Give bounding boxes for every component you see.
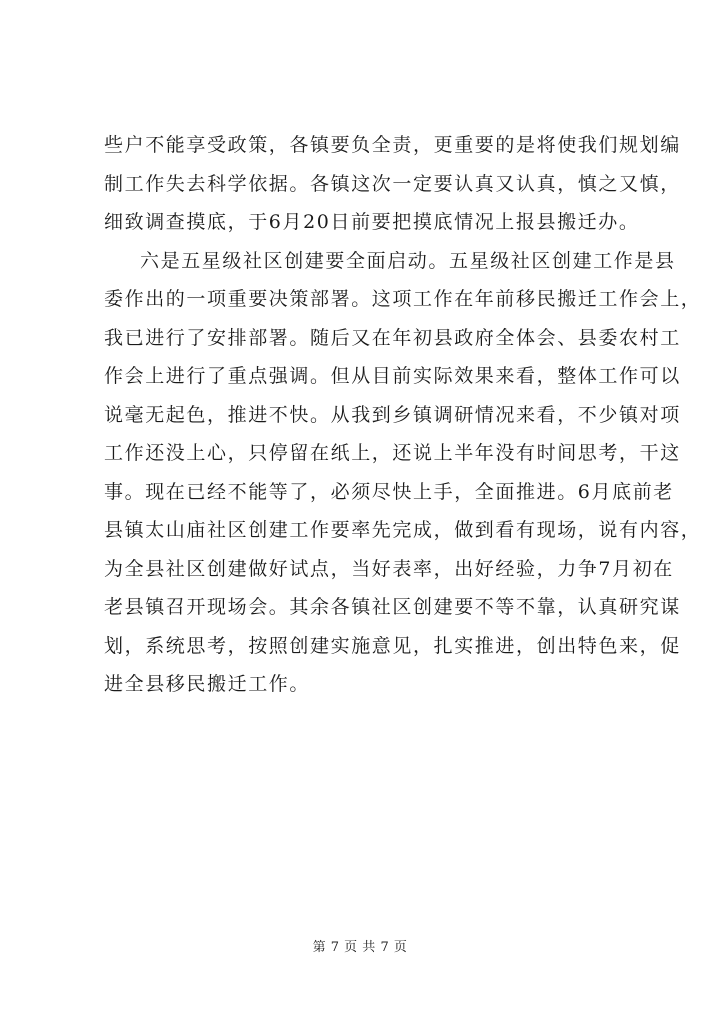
text-line: 委作出的一项重要决策部署。这项工作在年前移民搬迁工作会上， bbox=[104, 288, 702, 310]
paragraph-1 bbox=[104, 126, 681, 242]
text-line: 说毫无起色，推进不快。从我到乡镇调研情况来看，不少镇对项 bbox=[104, 403, 681, 426]
text-line: 些户不能享受政策，各镇要负全责，更重要的是将使我们规划编 bbox=[104, 134, 681, 156]
text-line: 为全县社区创建做好试点，当好表率，出好经验，力争7月初在 bbox=[104, 557, 674, 580]
text-line: 细致调查摸底，于6月20日前要把摸底情况上报县搬迁办。 bbox=[104, 211, 640, 233]
text-line: 作会上进行了重点强调。但从目前实际效果来看，整体工作可以 bbox=[104, 365, 681, 387]
paragraph-2 bbox=[104, 242, 702, 704]
text-line: 进全县移民搬迁工作。 bbox=[104, 673, 311, 695]
text-line: 县镇太山庙社区创建工作要率先完成，做到看有现场，说有内容， bbox=[104, 519, 702, 541]
text-line: 制工作失去科学依据。各镇这次一定要认真又认真，慎之又慎， bbox=[104, 172, 681, 195]
text-line: 六是五星级社区创建要全面启动。五星级社区创建工作是县 bbox=[140, 249, 676, 272]
text-line: 事。现在已经不能等了，必须尽快上手，全面推进。6月底前老 bbox=[104, 480, 674, 503]
text-line: 划，系统思考，按照创建实施意见，扎实推进，创出特色来，促 bbox=[104, 634, 681, 657]
text-line: 老县镇召开现场会。其余各镇社区创建要不等不靠，认真研究谋 bbox=[104, 596, 681, 618]
text-line: 工作还没上心，只停留在纸上，还说上半年没有时间思考，干这 bbox=[104, 442, 681, 464]
text-line: 我已进行了安排部署。随后又在年初县政府全体会、县委农村工 bbox=[104, 326, 681, 349]
document-body bbox=[104, 126, 702, 704]
page-number-footer: 第 7 页 共 7 页 bbox=[312, 940, 408, 955]
